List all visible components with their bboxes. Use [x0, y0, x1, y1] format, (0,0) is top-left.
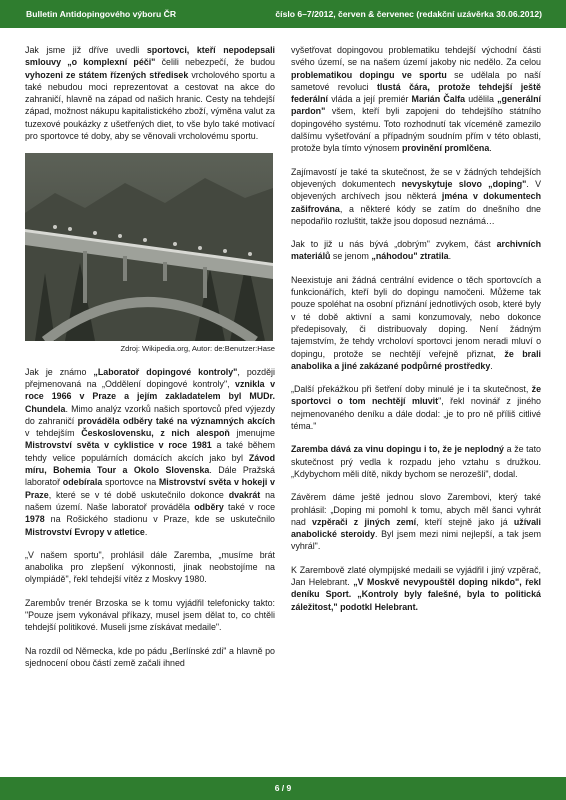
bold-text: vyhozeni ze státem řízených středisek: [25, 69, 189, 80]
bold-text: prováděla odběry také na významných akcích: [77, 415, 275, 426]
bold-text: vznikla v roce 1966 v Praze a jejím zakladatelem byl MUDr. Chundela: [25, 378, 276, 414]
text-run: a že tato skutečnost prý vedla k rozpadu jeho vztahu s družkou. „Kdybychom měli dítě, nikdy bychom se nerozešli", dodal.: [291, 444, 541, 479]
left-column: [25, 44, 275, 680]
text-run: . V objevených archívech jsou některá: [291, 178, 541, 202]
bold-text: „V Moskvě nevypouštěl doping nikdo", řekl deníku Sport. „Kontroly byly falešné, byla to politická záležitost," podotkl Helebrant.: [291, 576, 541, 612]
text-run: Zarembův trenér Brzoska se k tomu vyjádřil telefonicky takto: "Pouze jsem vykonával příkazy, musel jsem dělat to, co chtěli tehdejší politikové. Museli jsme získávat medaile".: [25, 597, 275, 633]
text-run: , a některé kódy se zatím do dnešního dne nepodařilo rozluštit, takže jsou doposud neznámá…: [291, 203, 541, 226]
text-run: všem, kteří byli zapojeni do tehdejšího státního dopingového systému. Toto rozhodnutí tak víceméně zamezilo dalšímu vyšetřování a případným soudním přím v této oblasti, protože byla tímto výnosem: [291, 106, 541, 154]
bold-text: vzpěrači z jiných zemí: [312, 516, 417, 527]
bold-text: Závod míru, Bohemia Tour a Okolo Slovenska: [25, 452, 275, 476]
bold-text: „náhodou" ztratila: [371, 251, 449, 262]
paragraph: [291, 443, 541, 480]
text-run: , později přejmenovaná na „Oddělení dopingové kontroly",: [25, 366, 275, 389]
paragraph: [25, 549, 275, 586]
text-run: udělila: [465, 94, 498, 105]
paragraph: [291, 44, 541, 155]
bold-text: „generální pardon": [291, 94, 541, 117]
paragraph: [291, 166, 541, 227]
bold-text: odběry: [194, 501, 224, 512]
page-header: [0, 0, 566, 28]
text-run: na Rošického stadionu v Praze, kde se uskutečnilo: [44, 514, 275, 525]
bold-text: jména v dokumentech zašifrována: [291, 191, 542, 214]
paragraph: [25, 366, 275, 538]
bold-text: tlustá čára, protože tehdejší ještě federální: [291, 81, 541, 105]
bold-text: sportovci, kteří nepodepsali smlouvy „o komplexní péči": [25, 45, 275, 68]
page-number: 6 / 9: [274, 783, 292, 793]
text-run: a také během tehdy velice populárních domácích akcích jako byl: [25, 440, 275, 463]
paragraph: [291, 238, 541, 263]
bold-text: archivních materiálů: [291, 239, 541, 262]
text-run: Zajímavostí je také ta skutečnost, že se v žádných tehdejších objevených dokumentech: [291, 166, 541, 189]
text-run: „Další překážkou při šetření doby minulé je i ta skutečnost,: [291, 384, 532, 395]
text-run: Jak jsme již dříve uvedli: [25, 45, 147, 55]
text-run: . Dále Pražská laboratoř: [25, 465, 275, 488]
paragraph: [25, 597, 275, 634]
bold-text: že sportovci o tom nechtějí mluvit: [291, 384, 541, 407]
text-run: vrcholového sportu a také nebudou moci reprezentovat a cestovat na akce do zahraničí, hlavně na západ od našich hranic. Cesty na tehdejší západ, možnost nákupu kapitalistického zboží, výměna valut za tuzexové poukázky z ušetřených diet, to vše bylo také motivací pro sportovce té doby, aby se věnovali vrcholovému sportu.: [25, 69, 275, 142]
photo-caption: Zdroj: Wikipedia.org, Autor: de:Benutzer:Hase: [120, 344, 275, 354]
bold-text: Zaremba dává za vinu dopingu i to, že je neplodný: [291, 444, 504, 455]
text-run: Jak to již u nás bývá „dobrým" zvykem, část: [291, 239, 497, 250]
bold-text: Marián Čalfa: [411, 94, 466, 105]
bold-text: provinění promlčena: [402, 143, 490, 154]
paragraph: [291, 491, 541, 552]
bridge-photo: [25, 153, 273, 341]
issue-info: číslo 6–7/2012, červen & červenec (redakční uzávěrka 30.06.2012): [275, 9, 542, 19]
text-run: . Byl jsem mezi nimi nejlepší, a tak jsem vyhrál".: [291, 529, 541, 552]
page-footer: [0, 777, 566, 800]
bold-text: nevyskytuje slovo „doping": [401, 178, 527, 189]
bold-text: 1978: [25, 514, 45, 525]
bold-text: problematikou dopingu ve sportu: [291, 69, 447, 80]
text-run: „V našem sportu", prohlásil dále Zaremba, „musíme brát anabolika pro zlepšení výkonnosti, jinak neobstojíme na olympiádě", řekl tehdejší vítěz z Moskvy 1980.: [25, 549, 275, 585]
bold-text: Mistrovství světa v hokeji v Praze: [25, 477, 275, 500]
paragraph: [25, 44, 275, 142]
bulletin-title: Bulletin Antidopingového výboru ČR: [26, 9, 177, 19]
paragraph: [291, 274, 541, 372]
text-run: .: [448, 251, 452, 262]
text-run: Jak je známo: [25, 366, 94, 377]
text-run: Na rozdíl od Německa, kde po pádu „Berlínské zdi" a hlavně po sjednocení obou částí země začali ihned: [25, 645, 275, 668]
text-run: Závěrem dáme ještě jednou slovo Zarembovi, který také prohlásil: „Doping mi pomohl k tomu, abych měl šanci vyhrát nad: [291, 492, 541, 527]
paragraph: [291, 564, 541, 613]
text-run: v tehdejším: [25, 428, 82, 439]
text-run: čelili nebezpečí, že budou: [155, 57, 275, 68]
text-run: na našem území. Naše laboratoř prováděla: [25, 489, 275, 512]
text-run: se udělala po naší sametové revoluci: [291, 69, 541, 92]
bold-text: užívali anabolické steroidy: [291, 516, 541, 540]
text-run: , které se v té době uskutečnilo dokonce: [48, 489, 229, 500]
bold-text: že brali anabolika a jiné zakázané podpůrné prostředky: [291, 348, 541, 371]
text-run: vláda a její premiér: [328, 94, 412, 105]
bold-text: „Laboratoř dopingové kontroly": [93, 366, 238, 377]
text-run: sportovce na: [102, 477, 159, 488]
bold-text: Československu, z nich alespoň: [81, 428, 230, 439]
text-run: se jenom: [330, 251, 372, 262]
text-run: vyšetřovat dopingovou problematiku tehdejší východní části svého území, se na našem území jakoby nic nedělo. Za celou: [291, 45, 541, 68]
text-run: .: [489, 143, 492, 154]
text-run: .: [490, 360, 493, 371]
bold-text: Mistrovství světa v cyklistice v roce 1981: [25, 440, 212, 451]
right-column: [291, 44, 541, 624]
bold-text: dvakrát: [228, 489, 261, 500]
text-run: také v roce: [223, 501, 276, 512]
text-run: , kteří stejně jako já: [416, 516, 514, 527]
text-run: Neexistuje ani žádná centrální evidence o těch sportovcích a funkcionářích, kteří byli do dopingu namočeni. Můžeme tak pouze spoléhat na osobní přiznání jednotlivých osob, které byly v té době aktivní a sami konzumovaly, nebo dokonce předepisovaly, či distribuovaly doping. Není žádným tajemstvím, že tehdy vrcholoví sportovci jenom neradi mluví o dopingu, protože se nechtějí veřejně přiznat,: [291, 274, 541, 359]
text-run: .: [144, 526, 148, 537]
text-run: jmenujme: [229, 428, 275, 439]
paragraph: [291, 383, 541, 432]
text-run: . Mimo analýz vzorků našich sportovců před výjezdy do zahraničí: [25, 403, 275, 426]
text-run: ", řekl novinář z jiného nejmenovaného deníku a dále dodal: „je to pro ně příliš citlivé téma.": [291, 396, 541, 432]
bold-text: odebírala: [62, 477, 103, 488]
text-run: K Zarembově zlaté olympijské medaili se vyjádřil i jiný vzpěrač, Jan Helebrant.: [291, 564, 541, 587]
bold-text: Mistrovství Evropy v atletice: [25, 526, 145, 537]
paragraph: [25, 645, 275, 670]
